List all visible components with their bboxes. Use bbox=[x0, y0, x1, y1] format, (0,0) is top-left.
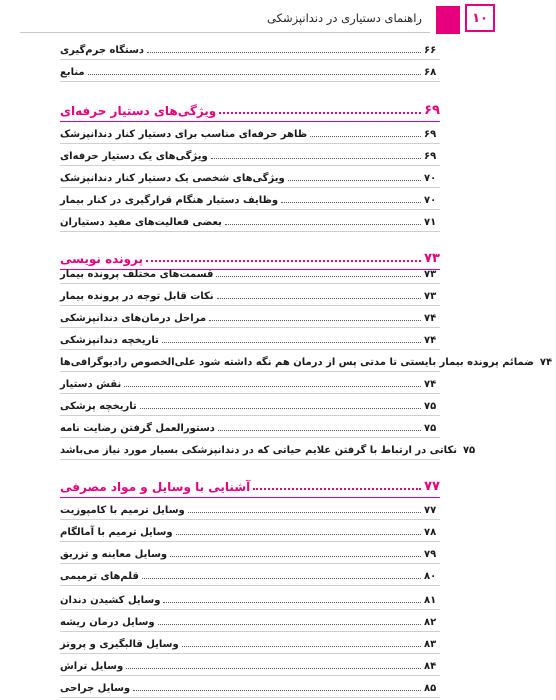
entry-title: دستگاه جرم‌گیری bbox=[60, 45, 145, 56]
entry-title: بعضی فعالیت‌های مفید دستیاران bbox=[60, 217, 222, 228]
toc-entry[interactable] bbox=[60, 632, 440, 654]
dot-leader bbox=[217, 298, 421, 299]
dot-leader bbox=[88, 74, 421, 75]
dot-leader bbox=[218, 430, 421, 431]
entry-page-number: ۶۶ bbox=[424, 45, 437, 56]
entry-page-number: ۸۲ bbox=[424, 617, 437, 628]
dot-leader bbox=[310, 136, 421, 137]
header-rule bbox=[20, 32, 430, 33]
toc-entry[interactable] bbox=[60, 210, 440, 232]
toc-entry[interactable] bbox=[60, 188, 440, 210]
entry-title: وسایل درمان ریشه bbox=[60, 617, 155, 628]
entry-title: وسایل معاینه و تزریق bbox=[60, 549, 168, 560]
dot-leader bbox=[162, 342, 421, 343]
toc-entry[interactable] bbox=[60, 144, 440, 166]
toc-entry[interactable] bbox=[60, 372, 440, 394]
entry-title: منابع bbox=[60, 67, 85, 78]
header-accent-bar bbox=[436, 6, 460, 34]
toc-section-heading[interactable] bbox=[60, 468, 440, 498]
running-title: راهنمای دستیاری در دندانپزشکی bbox=[267, 11, 422, 25]
section-title: آشنایی با وسایل و مواد مصرفی bbox=[60, 480, 251, 494]
toc-entry[interactable] bbox=[60, 564, 440, 586]
section-page-number: ۷۷ bbox=[424, 479, 440, 494]
entry-title: قسمت‌های مختلف پرونده بیمار bbox=[60, 269, 214, 280]
dot-leader bbox=[211, 158, 421, 159]
entry-page-number: ۷۳ bbox=[424, 269, 437, 280]
toc-entry[interactable] bbox=[60, 676, 440, 698]
toc-entry[interactable] bbox=[60, 262, 440, 284]
dot-leader bbox=[253, 488, 421, 490]
dot-leader bbox=[176, 534, 421, 535]
toc-entry[interactable] bbox=[60, 38, 440, 60]
toc-entry[interactable] bbox=[60, 166, 440, 188]
entry-title: تاریخچه پزشکی bbox=[60, 401, 137, 412]
toc-entry[interactable] bbox=[60, 498, 440, 520]
entry-page-number: ۸۵ bbox=[424, 683, 437, 694]
entry-title: نقش دستیار bbox=[60, 379, 122, 390]
toc-entry[interactable] bbox=[60, 520, 440, 542]
dot-leader bbox=[140, 408, 421, 409]
toc-entry[interactable] bbox=[60, 610, 440, 632]
entry-page-number: ۶۹ bbox=[424, 129, 437, 140]
toc-entry[interactable] bbox=[60, 588, 440, 610]
dot-leader bbox=[225, 224, 421, 225]
dot-leader bbox=[182, 646, 421, 647]
dot-leader bbox=[142, 578, 421, 579]
entry-page-number: ۶۸ bbox=[424, 67, 437, 78]
section-page-number: ۷۳ bbox=[424, 251, 440, 266]
toc-entry[interactable] bbox=[60, 306, 440, 328]
entry-title: وسایل ترمیم با آمالگام bbox=[60, 527, 173, 538]
section-page-number: ۶۹ bbox=[424, 103, 440, 118]
entry-page-number: ۷۸ bbox=[424, 527, 437, 538]
dot-leader bbox=[219, 112, 421, 114]
entry-page-number: ۷۵ bbox=[424, 401, 437, 412]
toc-entry[interactable] bbox=[60, 654, 440, 676]
entry-page-number: ۸۴ bbox=[424, 661, 437, 672]
entry-page-number: ۷۵ bbox=[462, 445, 476, 456]
entry-page-number: ۷۷ bbox=[424, 505, 437, 516]
toc-entry[interactable] bbox=[60, 438, 476, 460]
toc-entry[interactable] bbox=[60, 60, 440, 82]
dot-leader bbox=[288, 180, 421, 181]
entry-title: ویژگی‌های یک دستیار حرفه‌ای bbox=[60, 151, 208, 162]
dot-leader bbox=[188, 512, 421, 513]
entry-title: وظایف دستیار هنگام قرارگیری در کنار بیمار bbox=[60, 195, 279, 206]
entry-page-number: ۸۱ bbox=[424, 595, 437, 606]
entry-title: تاریخچه دندانپزشکی bbox=[60, 335, 159, 346]
toc-entry[interactable] bbox=[60, 122, 440, 144]
toc-entry[interactable] bbox=[60, 394, 440, 416]
entry-page-number: ۷۴ bbox=[539, 357, 553, 368]
entry-page-number: ۷۴ bbox=[424, 313, 437, 324]
entry-page-number: ۸۳ bbox=[424, 639, 437, 650]
dot-leader bbox=[147, 52, 421, 53]
toc-entry[interactable] bbox=[60, 542, 440, 564]
entry-page-number: ۶۹ bbox=[424, 151, 437, 162]
dot-leader bbox=[158, 624, 421, 625]
entry-title: وسایل ترمیم با کامپوزیت bbox=[60, 505, 185, 516]
entry-page-number: ۷۱ bbox=[424, 217, 437, 228]
dot-leader bbox=[133, 690, 421, 691]
dot-leader bbox=[170, 556, 421, 557]
entry-page-number: ۷۵ bbox=[424, 423, 437, 434]
entry-page-number: ۷۳ bbox=[424, 291, 437, 302]
dot-leader bbox=[216, 276, 421, 277]
toc-entry[interactable] bbox=[60, 350, 553, 372]
entry-title: نکاتی در ارتباط با گرفتن علایم حیاتی که در دندانپزشکی بسیار مورد نیاز می‌باشد bbox=[60, 445, 457, 456]
entry-title: ضمائم پرونده بیمار بایستی تا مدتی پس از درمان هم نگه داشته شود علی‌الخصوص رادیوگرافی‌ها bbox=[60, 357, 534, 368]
section-title: ویژگی‌های دستیار حرفه‌ای bbox=[60, 104, 217, 118]
entry-title: قلم‌های ترمیمی bbox=[60, 571, 139, 582]
toc-entry[interactable] bbox=[60, 416, 440, 438]
dot-leader bbox=[209, 320, 421, 321]
dot-leader bbox=[163, 602, 421, 603]
toc-entry[interactable] bbox=[60, 284, 440, 306]
entry-title: وسایل قالبگیری و پروتز bbox=[60, 639, 179, 650]
dot-leader bbox=[126, 668, 421, 669]
toc-entry[interactable] bbox=[60, 328, 440, 350]
entry-page-number: ۷۰ bbox=[424, 195, 437, 206]
entry-title: وسایل جراحی bbox=[60, 683, 131, 694]
section-title: پرونده نویسی bbox=[60, 252, 144, 266]
entry-title: ویژگی‌های شخصی یک دستیار کنار دندانپزشک bbox=[60, 173, 285, 184]
entry-page-number: ۷۴ bbox=[424, 335, 437, 346]
page-number: ۱۰ bbox=[465, 4, 495, 32]
entry-page-number: ۸۰ bbox=[424, 571, 437, 582]
entry-title: وسایل کشیدن دندان bbox=[60, 595, 161, 606]
entry-page-number: ۷۴ bbox=[424, 379, 437, 390]
toc-section-heading[interactable] bbox=[60, 92, 440, 122]
entry-title: وسایل تراش bbox=[60, 661, 124, 672]
entry-title: دستورالعمل گرفتن رضایت نامه bbox=[60, 423, 215, 434]
entry-page-number: ۷۰ bbox=[424, 173, 437, 184]
entry-title: نکات قابل توجه در پرونده بیمار bbox=[60, 291, 214, 302]
entry-title: ظاهر حرفه‌ای مناسب برای دستیار کنار دندانپزشک bbox=[60, 129, 308, 140]
dot-leader bbox=[124, 386, 421, 387]
entry-page-number: ۷۹ bbox=[424, 549, 437, 560]
entry-title: مراحل درمان‌های دندانپزشکی bbox=[60, 313, 207, 324]
dot-leader bbox=[281, 202, 421, 203]
